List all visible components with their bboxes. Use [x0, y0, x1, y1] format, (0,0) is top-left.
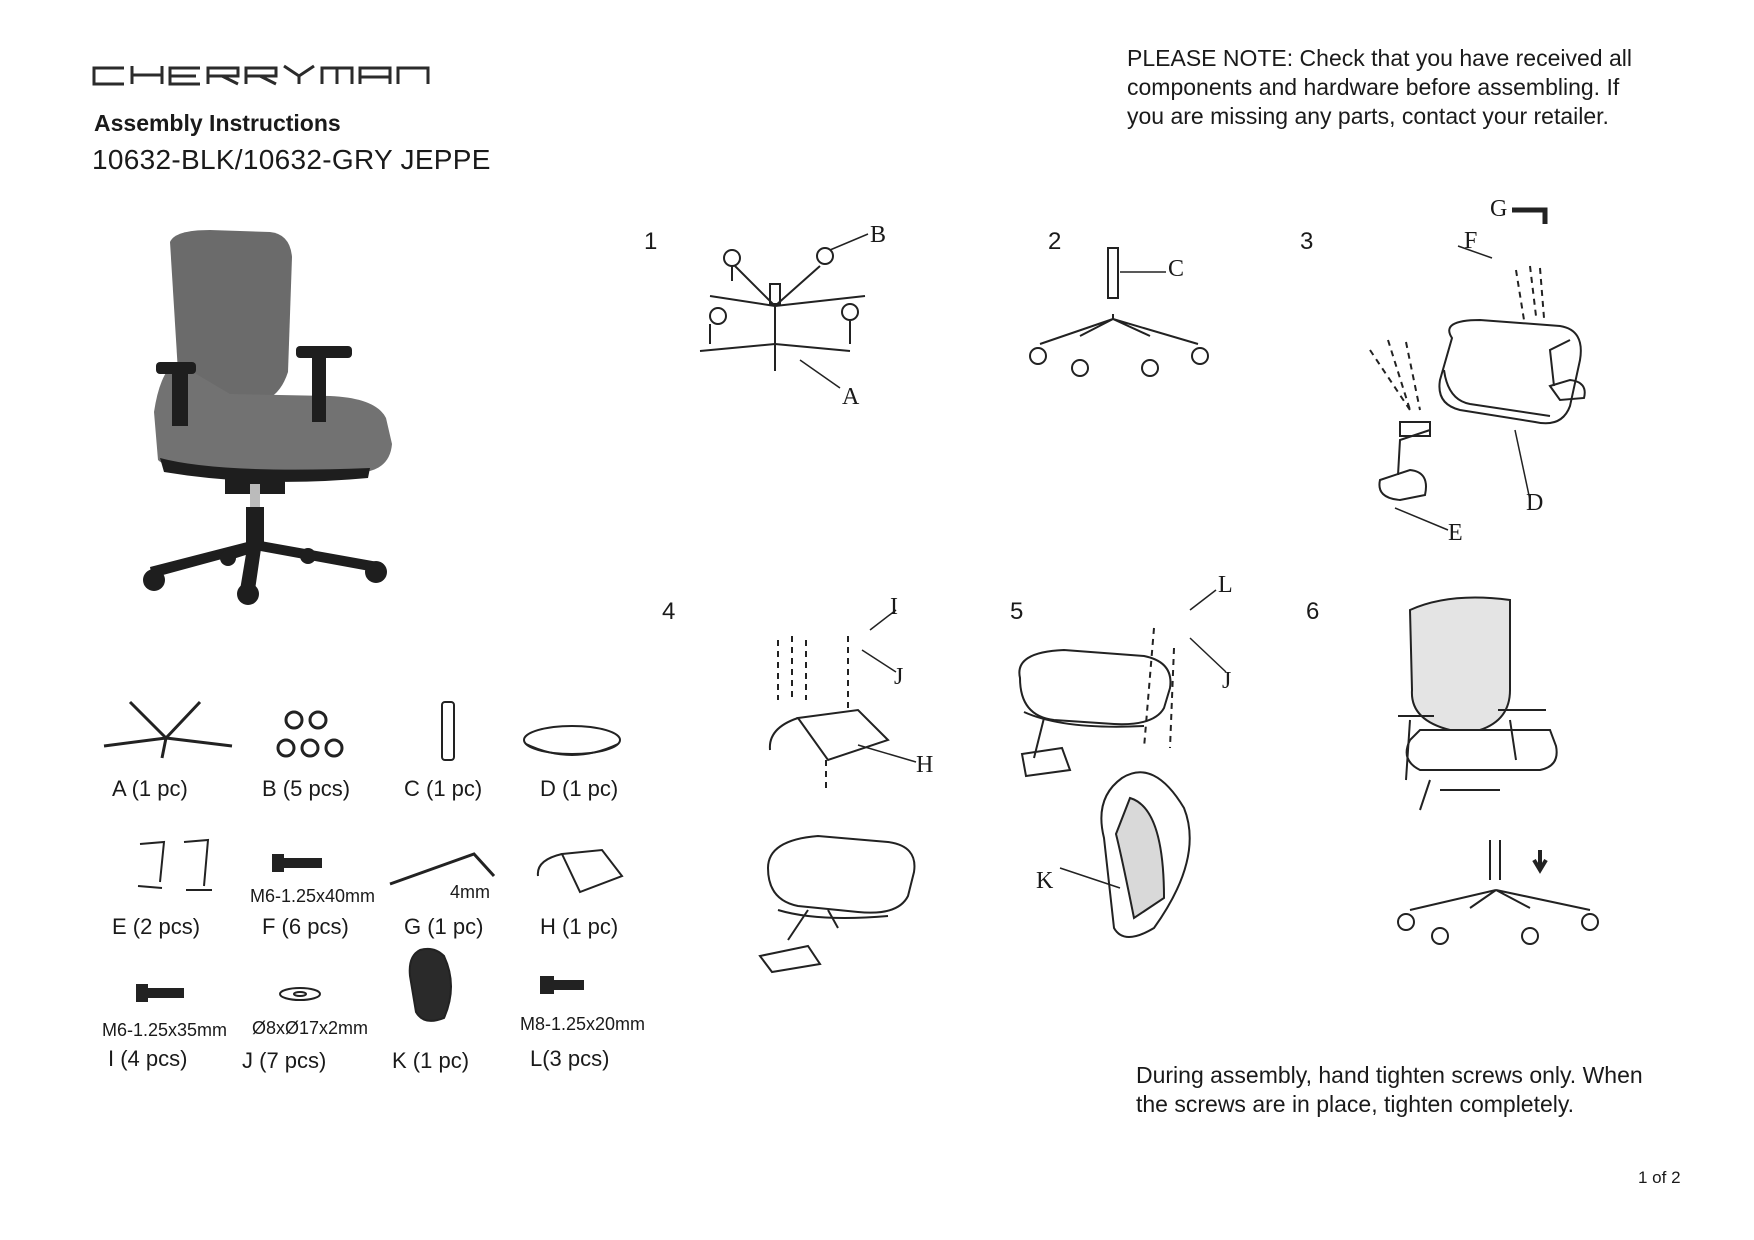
step6-diagram [1390, 590, 1620, 960]
part-g-icon [388, 850, 498, 886]
callout-k: K [1036, 868, 1054, 894]
model-number: 10632-BLK/10632-GRY JEPPE [92, 144, 491, 175]
step4-diagram [758, 610, 938, 980]
part-d-icon [520, 722, 624, 762]
step-number: 1 [644, 228, 658, 255]
part-spec: Ø8xØ17x2mm [252, 1018, 369, 1038]
page-number: 1 of 2 [1638, 1168, 1681, 1187]
part-spec: 4mm [450, 882, 490, 902]
part-label: E (2 pcs) [112, 914, 201, 939]
part-label: D (1 pc) [540, 776, 619, 801]
step-number: 2 [1048, 228, 1062, 255]
step-number: 6 [1306, 598, 1320, 625]
callout-l: L [1218, 572, 1233, 598]
callout-b: B [870, 222, 887, 248]
callout-j: J [1222, 668, 1232, 694]
part-spec: M6-1.25x40mm [250, 886, 376, 906]
note-line: components and hardware before assembling. If [1127, 74, 1620, 100]
callout-a: A [842, 384, 860, 410]
part-label: I (4 pcs) [108, 1046, 188, 1071]
part-l-icon [540, 974, 592, 996]
part-label: H (1 pc) [540, 914, 619, 939]
part-label: G (1 pc) [404, 914, 484, 939]
footer-line: During assembly, hand tighten screws only. When [1136, 1062, 1643, 1088]
note-line: you are missing any parts, contact your retailer. [1127, 103, 1609, 129]
part-k-icon [404, 946, 458, 1024]
part-e-icon [134, 836, 224, 898]
tightening-note [1136, 1061, 1643, 1119]
part-i-icon [136, 982, 188, 1004]
part-label: C (1 pc) [404, 776, 483, 801]
part-j-icon [278, 986, 322, 1002]
callout-e: E [1448, 520, 1463, 546]
part-h-icon [532, 846, 628, 898]
footer-line: the screws are in place, tighten completely. [1136, 1091, 1575, 1117]
step3-diagram [1340, 210, 1590, 530]
callout-g: G [1490, 196, 1508, 222]
callout-c: C [1168, 256, 1185, 282]
callout-j: J [894, 664, 904, 690]
callout-d: D [1526, 490, 1544, 516]
part-spec: M6-1.25x35mm [102, 1020, 228, 1040]
callout-h: H [916, 752, 934, 778]
callout-i: I [890, 594, 898, 620]
part-label: B (5 pcs) [262, 776, 351, 801]
step-number: 5 [1010, 598, 1024, 625]
part-label: F (6 pcs) [262, 914, 349, 939]
part-label: K (1 pc) [392, 1048, 470, 1073]
step5-diagram [1004, 598, 1224, 948]
part-a-icon [100, 698, 235, 760]
note-line: PLEASE NOTE: Check that you have received all [1127, 45, 1632, 71]
part-b-icon [272, 706, 352, 764]
step-number: 3 [1300, 228, 1314, 255]
part-f-icon [272, 852, 324, 874]
part-label: J (7 pcs) [242, 1048, 327, 1073]
step2-diagram [1020, 244, 1220, 384]
part-spec: M8-1.25x20mm [520, 1014, 646, 1034]
part-label: A (1 pc) [112, 776, 188, 801]
part-label: L(3 pcs) [530, 1046, 610, 1071]
doc-title: Assembly Instructions [94, 110, 341, 136]
callout-f: F [1464, 228, 1478, 254]
part-c-icon [438, 700, 458, 762]
step-number: 4 [662, 598, 676, 625]
